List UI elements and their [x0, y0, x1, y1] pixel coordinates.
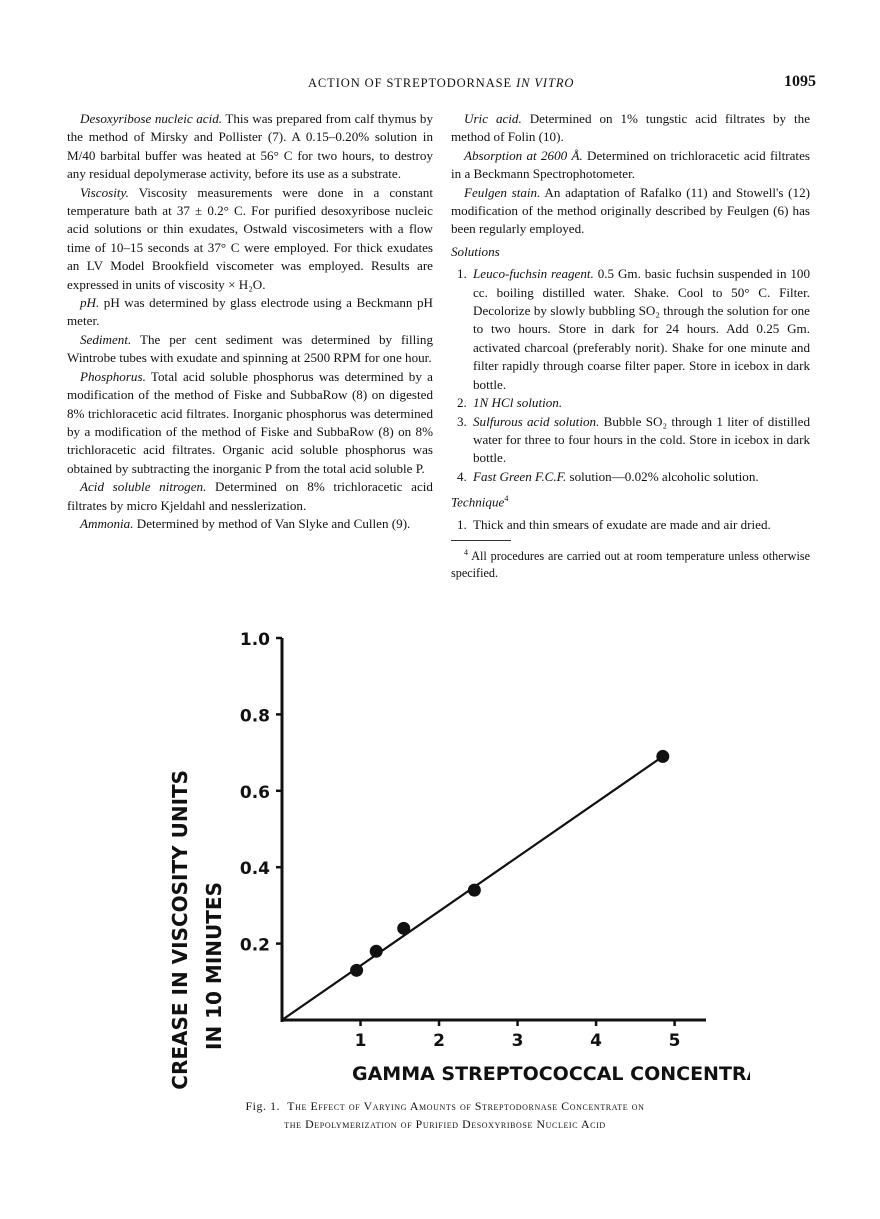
data-point [468, 884, 481, 897]
data-point [350, 964, 363, 977]
running-title: ACTION OF STREPTODORNASE IN VITRO [308, 76, 575, 90]
y-tick-label: 0.6 [239, 782, 270, 803]
x-tick-label: 2 [433, 1031, 445, 1051]
y-axis-label-line2: IN 10 MINUTES [202, 882, 226, 1050]
data-point [397, 922, 410, 935]
paragraph-sediment: Sediment. The per cent sediment was determined by filling Wintrobe tubes with exudate and spinning at 2500 RPM for one hour. [67, 331, 433, 366]
x-tick-label: 4 [590, 1031, 602, 1051]
solution-item: 3. Sulfurous acid solution. Bubble SO₂ through 1 liter of distilled water for three to four hours in the cold. Store in icebox in dark bottle. [457, 413, 810, 466]
paragraph-feulgen: Feulgen stain. An adaptation of Rafalko (11) and Stowell's (12) modification of the method originally described by Feulgen (6) has been regularly employed. [451, 184, 811, 237]
x-tick-label: 1 [354, 1031, 367, 1051]
paragraph-absorption: Absorption at 2600 Å. Determined on trichloracetic acid filtrates in a Beckmann Spectrophotometer. [451, 147, 810, 182]
y-tick-label: 0.2 [239, 935, 270, 956]
solution-item: 1. Leuco-fuchsin reagent. 0.5 Gm. basic fuchsin suspended in 100 cc. boiling distilled water. Shake. Cool to 50° C. Filter. Decolorize by slowly bubbling SO₂ through the solution for one to two hours. Store in dark for 24 hours. Add 0.25 Gm. activated charcoal (preferably norit). Shake for one minute and filter rapidly through coarse filter paper. Store in icebox in dark bottle. [457, 266, 811, 392]
y-tick-label: 0.4 [239, 859, 270, 880]
paragraph-dna: Desoxyribose nucleic acid. This was prepared from calf thymus by the method of Mirsky and Pollister (7). A 0.15–0.20% solution in M/40 barbital buffer was heated at 56° C for two hours, to destroy any residual depolymerase activity, before its use as a substrate. [67, 111, 433, 182]
x-tick-label: 5 [668, 1031, 681, 1051]
solutions-list [451, 265, 810, 486]
technique-item: 1. Thick and thin smears of exudate are made and air dried. [457, 516, 771, 532]
paragraph-viscosity: Viscosity. Viscosity measurements were done in a constant temperature bath at 37 ± 0.2° C. For purified desoxyribose nucleic acid solutions or thin exudates, Ostwald viscosimeters with a flow time of 10–15 seconds at 37° C were employed. For thick exudates an LV Model Brookfield viscometer was employed. Results are expressed in units of viscosity × H₂O. [67, 184, 433, 292]
left-column [67, 110, 433, 533]
running-header [48, 73, 816, 96]
paragraph-ammonia: Ammonia. Determined by method of Van Slyke and Cullen (9). [80, 515, 411, 531]
y-axis-label-line1: DECREASE IN VISCOSITY UNITS [168, 769, 192, 1090]
viscosity-chart [150, 620, 750, 1090]
y-tick-label: 1.0 [239, 630, 270, 650]
x-tick-label: 3 [511, 1031, 524, 1051]
footnote-divider [451, 540, 511, 541]
right-column [451, 110, 810, 582]
figure-caption [100, 1097, 790, 1133]
technique-heading: Technique$^4$ [451, 494, 509, 510]
paragraph-uric-acid: Uric acid. Determined on 1% tungstic acid filtrates by the method of Folin (10). [451, 111, 811, 145]
chart-svg [150, 620, 750, 1090]
caption-line-1: Fig. 1. The Effect of Varying Amounts of Streptodornase Concentrate on [245, 1099, 645, 1113]
data-point [370, 945, 383, 958]
paragraph-phosphorus: Phosphorus. Total acid soluble phosphorus was determined by a modification of the method of Fiske and SubbaRow (8) on digested 8% trichloracetic acid filtrates. Inorganic phosphorus was determined by a modification of the method of Fiske and SubbaRow (8) on 8% trichloracetic acid filtrates. Organic acid soluble phosphorus was obtained by subtracting the inorganic P from the total acid soluble P. [67, 368, 433, 476]
solutions-heading: Solutions [451, 243, 500, 259]
data-point [656, 750, 669, 763]
y-tick-label: 0.8 [239, 706, 270, 727]
solution-item: 4. Fast Green F.C.F. solution—0.02% alcoholic solution. [457, 468, 759, 484]
caption-line-2: the Depolymerization of Purified Desoxyribose Nucleic Acid [284, 1117, 606, 1131]
paragraph-ph: pH. pH was determined by glass electrode using a Beckmann pH meter. [67, 295, 433, 329]
solution-item: 2. 1N HCl solution. [457, 395, 563, 411]
technique-list [451, 516, 810, 534]
paragraph-acid-soluble-nitrogen: Acid soluble nitrogen. Determined on 8% trichloracetic acid filtrates by micro Kjeldahl and nesslerization. [67, 479, 433, 513]
footnote: $^4$ All procedures are carried out at room temperature unless otherwise specified. [451, 548, 811, 581]
page-number: 1095 [784, 73, 816, 90]
x-axis-label: GAMMA STREPTOCOCCAL CONCENTRATE [352, 1063, 750, 1085]
